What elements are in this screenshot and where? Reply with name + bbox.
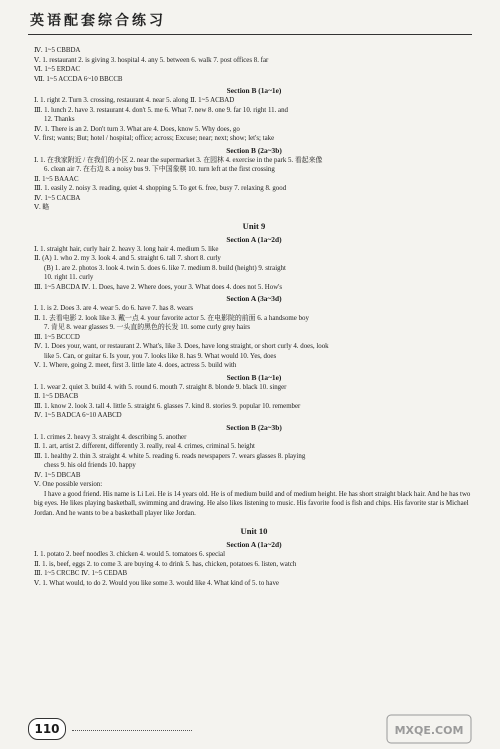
- answer-line-continued: 10. right 11. curly: [44, 274, 94, 281]
- answer-line: Ⅵ. 1~5 ERDAC: [34, 66, 81, 73]
- footer-dotted-rule: [72, 730, 192, 731]
- watermark-logo: [386, 714, 472, 744]
- book-title: 英语配套综合练习: [30, 13, 166, 29]
- unit-heading: Unit 10: [240, 526, 268, 536]
- answer-line: Ⅱ. 1~5 DBACB: [34, 393, 79, 400]
- page-footer: [28, 714, 472, 744]
- answer-line-continued: 7. 肯见 8. wear glasses 9. 一头直的黑色的长发 10. some curly grey hairs: [44, 324, 251, 331]
- answer-line: Ⅴ. 1. Where, going 2. meet, first 3. little late 4. does, actress 5. build with: [34, 362, 237, 369]
- answer-line: Ⅰ. 1. 在我家附近 / 在我们的小区 2. near the supermarket 3. 在园林 4. exercise in the park 5. 看起来像: [34, 156, 323, 164]
- answer-line: Ⅳ. 1~5 CACBA: [34, 194, 81, 202]
- section-heading: Section B (1a~1e): [226, 372, 282, 382]
- section-heading: Section A (1a~2d): [226, 234, 282, 244]
- section-heading: Section A (1a~2d): [226, 540, 282, 549]
- answer-line: Ⅰ. 1. potato 2. beef noodles 3. chicken 4. would 5. tomatoes 6. special: [34, 551, 226, 558]
- answer-line: Ⅲ. 1. easily 2. noisy 3. reading, quiet 4. shopping 5. To get 6. free, busy 7. relaxing 8. good: [34, 185, 287, 192]
- answer-line-continued: like 5. Can, or guitar 6. Is your, you 7. looks like 8. has 9. What would 10. Yes, does: [44, 352, 277, 360]
- page-header: [28, 4, 472, 40]
- answer-line: Ⅰ. 1. straight hair, curly hair 2. heavy 3. long hair 4. medium 5. like: [34, 245, 219, 253]
- answer-line: Ⅱ. 1. is, beef, eggs 2. to come 3. are buying 4. to drink 5. has, chicken, potatoes 6. listen, watch: [34, 560, 297, 568]
- answer-line: Ⅴ. 略: [34, 204, 50, 211]
- watermark-logo-icon: [386, 714, 472, 744]
- answer-line: Ⅳ. 1~5 BADCA 6~10 AABCD: [34, 412, 122, 419]
- answer-line: Ⅱ. (A) 1. who 2. my 3. look 4. and 5. straight 6. tall 7. short 8. curly: [34, 255, 221, 262]
- answer-line: Ⅲ. 1. lunch 2. have 3. restaurant 4. don't 5. me 6. What 7. new 8. one 9. far 10. right 11. and: [34, 106, 288, 114]
- answer-line: Ⅰ. 1. is 2. Does 3. are 4. wear 5. do 6. have 7. has 8. wears: [34, 305, 194, 312]
- sample-composition: I have a good friend. His name is Li Lei. He is 14 years old. He is of medium build and of medium height. He has short straight black hair. And he has two big eyes. He likes playing basketball, swimming and drawing. He also likes listening to music. His favorite food is fish and chips. His favorite star is Michael Jordan. And he wants to be a basketball player like Jordan.: [34, 490, 471, 517]
- answer-key-content: [34, 46, 474, 706]
- answer-line: Ⅱ. 1. art, artist 2. different, differently 3. really, real 4. crimes, criminal 5. height: [34, 443, 255, 450]
- answer-line: Ⅲ. 1~5 ABCDA Ⅳ. 1. Does, have 2. Where does, your 3. What does 4. does not 5. How's: [34, 283, 283, 291]
- answer-line: Ⅱ. 1. 去看电影 2. look like 3. 戴一点 4. your favorite actor 5. 在电影院的前面 6. a handsome boy: [34, 314, 309, 322]
- section-heading: Section B (1a~1e): [226, 86, 282, 95]
- section-heading: Section B (2a~3b): [226, 145, 282, 155]
- answer-line-continued: (B) 1. are 2. photos 3. look 4. twin 5. does 6. like 7. medium 8. build (height) 9. straight: [44, 264, 286, 272]
- answer-line-continued: 12. Thanks: [44, 116, 75, 123]
- section-heading: Section A (3a~3d): [226, 294, 282, 303]
- answer-line: Ⅴ. first; wants; But; hotel / hospital; office; across; Excuse; near; next; show; let's; take: [34, 135, 275, 142]
- answer-line: Ⅴ. One possible version:: [34, 481, 103, 488]
- answer-line: Ⅳ. 1. Does your, want, or restaurant 2. What's, like 3. Does, have long straight, or short curly 4. does, look: [34, 343, 329, 350]
- answer-line-continued: chess 9. his old friends 10. happy: [44, 462, 136, 469]
- answer-line: Ⅱ. 1~5 BAAAC: [34, 175, 79, 183]
- answer-line: Ⅳ. 1~5 DBCAB: [34, 471, 81, 479]
- answer-line: Ⅰ. 1. right 2. Turn 3. crossing, restaurant 4. near 5. along Ⅱ. 1~5 ACBAD: [34, 97, 235, 104]
- answer-line: Ⅴ. 1. What would, to do 2. Would you like some 3. would like 4. What kind of 5. to have: [34, 579, 279, 587]
- answer-line: Ⅰ. 1. wear 2. quiet 3. build 4. with 5. round 6. mouth 7. straight 8. blonde 9. black 10. singer: [34, 383, 287, 391]
- answer-line: Ⅲ. 1~5 CRCBC Ⅳ. 1~5 CEDAB: [34, 570, 128, 577]
- section-heading: Section B (2a~3b): [226, 422, 282, 432]
- answer-line-continued: 6. clean air 7. 在右边 8. a noisy bus 9. 下中国象棋 10. turn left at the first crossing: [44, 166, 275, 173]
- answer-line: Ⅰ. 1. crimes 2. heavy 3. straight 4. describing 5. another: [34, 433, 187, 441]
- answer-line: Ⅲ. 1. know 2. look 3. tall 4. little 5. straight 6. glasses 7. kind 8. stories 9. popular 10. remember: [34, 402, 301, 410]
- header-rule: [28, 34, 472, 35]
- watermark-text: MXQE.COM: [394, 724, 464, 737]
- answer-line: Ⅳ. 1~5 CBBDA: [34, 47, 81, 54]
- answer-line: Ⅴ. 1. restaurant 2. is giving 3. hospital 4. any 5. between 6. walk 7. post offices 8. far: [34, 56, 269, 64]
- answer-line: Ⅲ. 1~5 BCCCD: [34, 333, 80, 341]
- unit-heading: Unit 9: [242, 220, 266, 231]
- page-number: 110: [28, 718, 66, 740]
- answer-line: Ⅳ. 1. There is an 2. Don't turn 3. What are 4. Does, know 5. Why does, go: [34, 125, 240, 133]
- answer-line: Ⅲ. 1. healthy 2. thin 3. straight 4. white 5. reading 6. reads newspapers 7. wears glasses 8. playing: [34, 452, 306, 460]
- answer-line: Ⅶ. 1~5 ACCDA 6~10 BBCCB: [34, 75, 123, 83]
